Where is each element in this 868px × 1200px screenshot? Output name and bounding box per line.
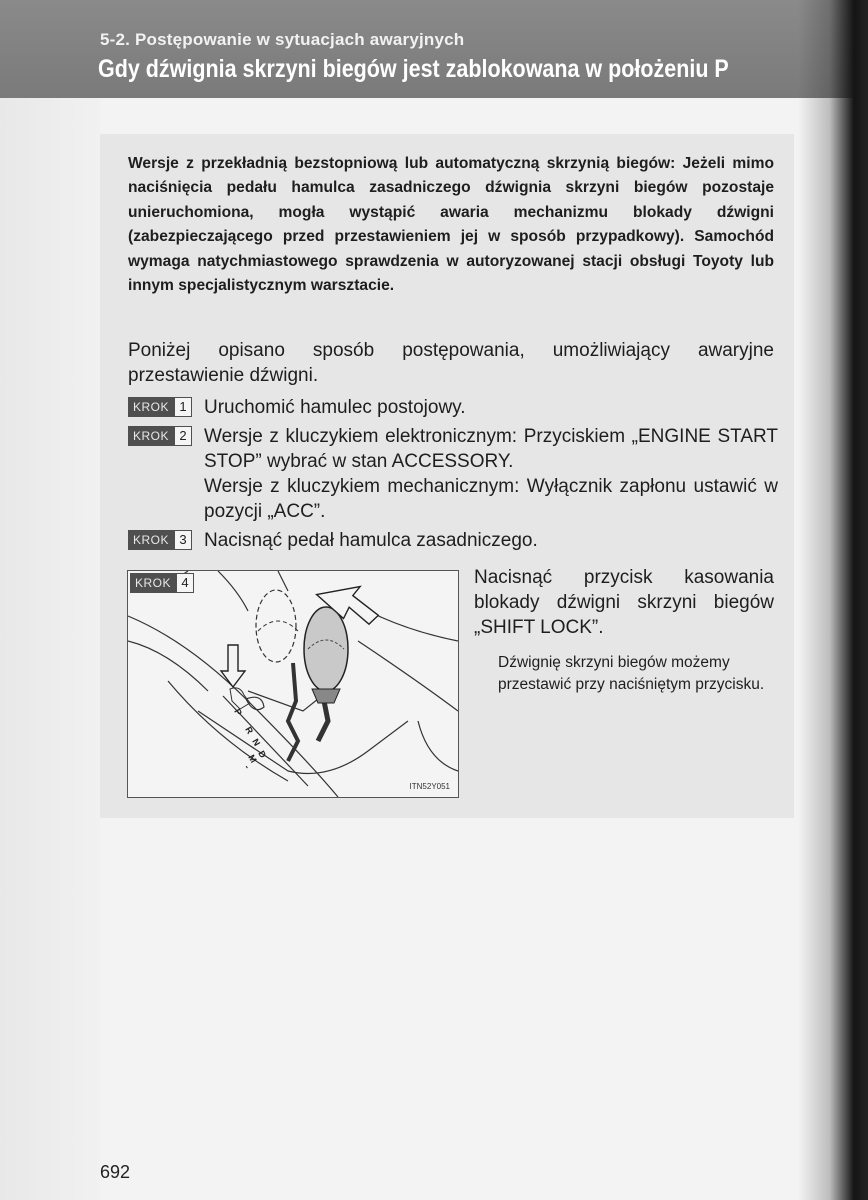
- step-badge: [128, 530, 192, 550]
- page-header: [0, 0, 868, 98]
- step-badge-number: 2: [174, 426, 192, 446]
- gate-label-p: P: [232, 707, 244, 718]
- binding-shadow: [798, 0, 868, 1200]
- step-badge: [128, 426, 192, 446]
- gate-label-n: N: [250, 737, 263, 748]
- step-text: Wersje z kluczykiem elektronicznym: Przyciskiem „ENGINE START STOP” wybrać w stan ACCESSORY.: [204, 426, 778, 472]
- step-badge-number: 3: [174, 530, 192, 550]
- shift-lock-illustration: [127, 570, 459, 798]
- page-title: Gdy dźwignia skrzyni biegów jest zablokowana w położeniu P: [98, 55, 729, 83]
- step-badge-number: 1: [174, 397, 192, 417]
- step-text: Nacisnąć pedał hamulca zasadniczego.: [204, 530, 538, 551]
- step-4-note: Dźwignię skrzyni biegów możemy przestawić przy naciśniętym przycisku.: [498, 654, 765, 693]
- page-number: 692: [100, 1162, 131, 1182]
- figure-code: ITN52Y051: [409, 782, 450, 791]
- step-4-text: Nacisnąć przycisk kasowania blokady dźwigni skrzyni biegów „SHIFT LOCK”.: [474, 567, 774, 638]
- step-1: [128, 395, 778, 420]
- step-text: Uruchomić hamulec postojowy.: [204, 397, 466, 418]
- section-heading: 5-2. Postępowanie w sytuacjach awaryjnych: [100, 30, 465, 49]
- gate-label-minus: -: [242, 763, 253, 771]
- gear-shifter-drawing: [128, 571, 458, 797]
- step-badge: [130, 573, 194, 593]
- step-badge-label: KROK: [128, 397, 174, 417]
- step-badge-label: KROK: [128, 426, 174, 446]
- gate-label-d: D: [256, 749, 269, 760]
- step-2: [128, 424, 778, 524]
- intro-text: Poniżej opisano sposób postępowania, umożliwiający awaryjne przestawienie dźwigni.: [128, 340, 774, 386]
- step-badge: [128, 397, 192, 417]
- gate-label-m: M: [246, 753, 259, 765]
- page-margin: [0, 0, 100, 1200]
- step-badge-label: KROK: [128, 530, 174, 550]
- step-3: [128, 528, 778, 553]
- step-badge-label: KROK: [130, 573, 176, 593]
- step-badge-number: 4: [176, 573, 194, 593]
- warning-text: Wersje z przekładnią bezstopniową lub automatyczną skrzynią biegów: Jeżeli mimo naciśnięcia pedału hamulca zasadniczego dźwignia skrzyni biegów pozostaje unieruchomiona, mogła wystąpić awaria mechanizmu blokady dźwigni (zabezpieczającego przed przestawieniem jej w sposób przypadkowy). Samochód wymaga natychmiastowego sprawdzenia w autoryzowanej stacji obsługi Toyoty lub innym specjalistycznym warsztacie.: [128, 155, 774, 295]
- step-text-alt: Wersje z kluczykiem mechanicznym: Wyłącznik zapłonu ustawić w pozycji „ACC”.: [204, 476, 778, 522]
- gate-label-r: R: [243, 725, 256, 736]
